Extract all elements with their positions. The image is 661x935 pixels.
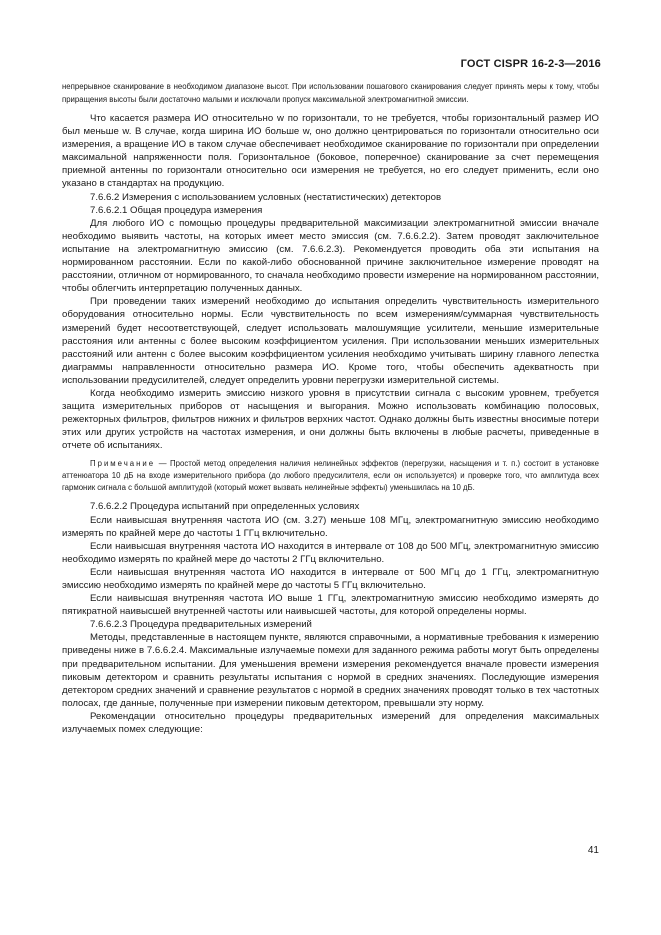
paragraph-freq-above-1ghz: Если наивысшая внутренняя частота ИО выше 1 ГГц, электромагнитную эмиссию необходимо измерять до пятикратной наивысшей внутренней частоты или наивысшей частоты, для которой определены нормы. <box>62 593 599 618</box>
section-heading-7-6-6-2-2: 7.6.6.2.2 Процедура испытаний при определенных условиях <box>90 501 360 513</box>
paragraph-freq-108: Если наивысшая внутренняя частота ИО (см. 3.27) меньше 108 МГц, электромагнитную эмиссию необходимо измерять по крайней мере до частоты 1 ГГц включительно. <box>62 514 599 539</box>
document-header: ГОСТ CISPR 16-2-3—2016 <box>460 58 601 70</box>
section-heading-7-6-6-2-1: 7.6.6.2.1 Общая процедура измерения <box>90 204 263 216</box>
section-heading-7-6-6-2-3: 7.6.6.2.3 Процедура предварительных измерений <box>90 619 312 631</box>
paragraph-freq-108-500: Если наивысшая внутренняя частота ИО находится в интервале от 108 до 500 МГц, электромагнитную эмиссию необходимо измерять по крайней мере до частоты 2 ГГц включительно. <box>62 540 599 565</box>
paragraph-general-procedure: Для любого ИО с помощью процедуры предварительной максимизации электромагнитной эмиссии вначале необходимо выявить частоты, на которых имеет место эмиссия (см. 7.6.6.2.2). Затем проводят заключительное испытание на электромагнитную эмиссию (см. 7.6.6.2.3). Рекомендуется проводить оба эти испытания на нормированном расстоянии. Если по какой-либо обоснованной причине заключительное измерение проводят на расстоянии, отличном от нормированного, то сначала необходимо провести измерение на нормированном расстоянии, чтобы облегчить интерпретацию полученных данных. <box>62 217 599 295</box>
paragraph-recommendations: Рекомендации относительно процедуры предварительных измерений для определения максимальных излучаемых помех следующие: <box>62 710 599 736</box>
paragraph-freq-500-1000: Если наивысшая внутренняя частота ИО находится в интервале от 500 МГц до 1 ГГц, электромагнитную эмиссию необходимо измерять по крайней мере до частоты 5 ГГц включительно. <box>62 566 599 591</box>
paragraph-horizontal-size: Что касается размера ИО относительно w по горизонтали, то не требуется, чтобы горизонтальный размер ИО был меньше w. В случае, когда ширина ИО больше w, оно должно центрироваться по горизонтали относительно оси измерения, а вращение ИО в таком случае обеспечивает необходимое сканирование по горизонтали при определении максимальной напряженности поля. Горизонтальное (боковое, поперечное) сканирование за счет перемещения приемной антенны по горизонтали относительно оси измерения не требуется, но его следует применить, если оно указано в стандартах на продукцию. <box>62 113 599 190</box>
paragraph-preliminary-methods: Методы, представленные в настоящем пункте, являются справочными, а нормативные требования к измерению приведены ниже в 7.6.6.2.4. Максимальные излучаемые помехи для заданного режима работы могут быть определены при предварительном испытании. Для уменьшения времени измерения рекомендуется вначале провести измерения пиковым детектором и сравнить результаты испытания с нормой в средних значениях. Последующие измерения детектором средних значений и сравнение результатов с нормой в средних значениях проводят только в тех частотных полосах, где данные, полученные при измерении пиковым детектором, превышали эту норму. <box>62 632 599 709</box>
paragraph-protection: Когда необходимо измерить эмиссию низкого уровня в присутствии сигнала с высоким уровнем, требуется защита измерительных приборов от насыщения и выгорания. Можно использовать комбинацию полосовых, режекторных фильтров, фильтров нижних и фильтров верхних частот. Однако должны быть известны вносимые потери этих или других устройств на частотах измерения, и они должны быть включены в любые расчеты, приведенные в отчете об испытаниях. <box>62 387 599 452</box>
note-text: — Простой метод определения наличия нелинейных эффектов (перегрузки, насыщения и т. п.) состоит в установке аттенюатора 10 дБ на входе измерительного прибора (до любого предусилителя, если он используется) и проверке того, что амплитуда всех гармоник сигнала с большой амплитудой (который может вызвать нелинейные эффекты) уменьшилась на 10 дБ. <box>62 459 599 493</box>
page-number: 41 <box>587 845 599 856</box>
document-body <box>62 81 599 736</box>
paragraph-continuation: непрерывное сканирование в необходимом диапазоне высот. При использовании пошагового сканирования следует принять меры к тому, чтобы приращения высоты были достаточно малыми и исключали пропуск максимальной электромагнитной эмиссии. <box>62 82 599 104</box>
section-heading-7-6-6-2: 7.6.6.2 Измерения с использованием условных (нестатистических) детекторов <box>90 191 442 203</box>
note <box>62 458 599 494</box>
paragraph-sensitivity: При проведении таких измерений необходимо до испытания определить чувствительность измерительного оборудования относительно нормы. Если чувствительность по всем измерениям/суммарная чувствительность измерений будет несоответствующей, следует использовать малошумящие усилители, меньшие измерительные расстояния или антенны с более высоким коэффициентом усиления. При использовании меньших измерительных расстояний или антенн с более высоким коэффициентом усиления необходимо учитывать ширину главного лепестка диаграммы направленности относительно размера ИО. Кроме того, чтобы обеспечить адекватность при использовании предусилителей, следует определить уровни перегрузки измерительной системы. <box>62 296 599 386</box>
note-label: Примечание <box>90 459 156 469</box>
